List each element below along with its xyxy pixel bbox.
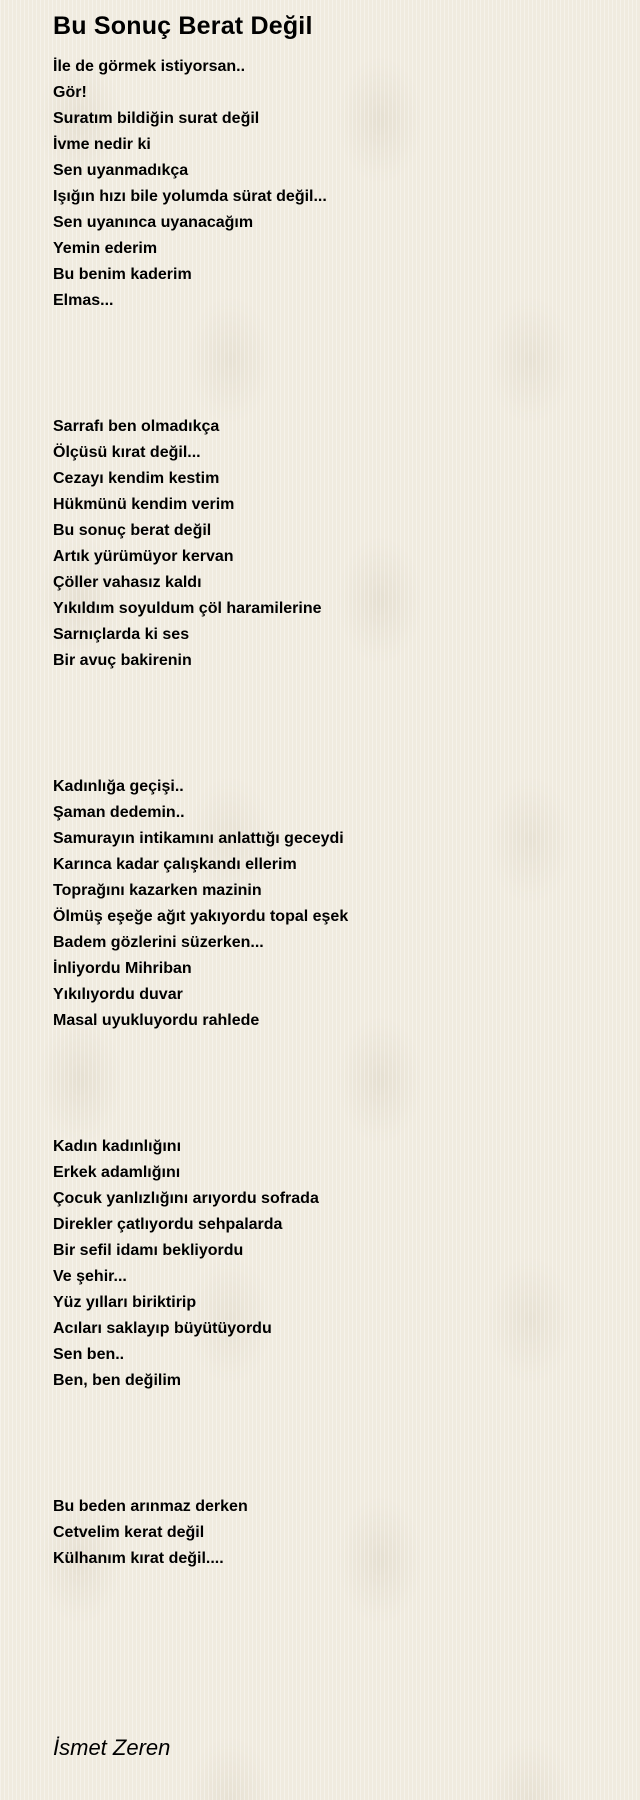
poem-line: Acıları saklayıp büyütüyordu	[53, 1320, 272, 1337]
poem-line: Sen uyanınca uyanacağım	[53, 214, 254, 231]
poem-line: Gör!	[53, 84, 87, 101]
stanza-5	[53, 1494, 613, 1572]
poem-line: Hükmünü kendim verim	[53, 496, 235, 513]
poem-line: Badem gözlerini süzerken...	[53, 934, 264, 951]
poem-line: Elmas...	[53, 292, 114, 309]
poem-line: Bu beden arınmaz derken	[53, 1498, 248, 1515]
stanza-2	[53, 414, 613, 674]
poem-line: Bir avuç bakirenin	[53, 652, 192, 669]
poem-line: Bir sefil idamı bekliyordu	[53, 1242, 244, 1259]
poem-line: Kadın kadınlığını	[53, 1138, 182, 1155]
poem-line: Toprağını kazarken mazinin	[53, 882, 262, 899]
poem-line: İnliyordu Mihriban	[53, 960, 192, 977]
poem-line: Ben, ben değilim	[53, 1372, 182, 1389]
poem-line: Bu benim kaderim	[53, 266, 192, 283]
poem-line: Masal uyukluyordu rahlede	[53, 1012, 260, 1029]
poem-line: Bu sonuç berat değil	[53, 522, 212, 539]
stanza-1	[53, 54, 613, 314]
poem-line: Yemin ederim	[53, 240, 158, 257]
poem-line: Sen uyanmadıkça	[53, 162, 189, 179]
poem-line: Sen ben..	[53, 1346, 125, 1363]
poem-line: Yüz yılları biriktirip	[53, 1294, 197, 1311]
poem-line: Suratım bildiğin surat değil	[53, 110, 260, 127]
poem-line: Sarnıçlarda ki ses	[53, 626, 190, 643]
poem-line: Çocuk yanlızlığını arıyordu sofrada	[53, 1190, 319, 1207]
poem-line: Yıkılıyordu duvar	[53, 986, 183, 1003]
poem-line: Işığın hızı bile yolumda sürat değil...	[53, 188, 327, 205]
stanza-4	[53, 1134, 613, 1394]
poem-line: Direkler çatlıyordu sehpalarda	[53, 1216, 283, 1233]
poem-line: Cetvelim kerat değil	[53, 1524, 205, 1541]
poem-line: İle de görmek istiyorsan..	[53, 58, 246, 75]
poem-line: Sarrafı ben olmadıkça	[53, 418, 220, 435]
poem-line: Külhanım kırat değil....	[53, 1550, 224, 1567]
poem-line: Karınca kadar çalışkandı ellerim	[53, 856, 297, 873]
poem-line: Artık yürümüyor kervan	[53, 548, 234, 565]
poem-line: Ölmüş eşeğe ağıt yakıyordu topal eşek	[53, 908, 349, 925]
poem-line: Kadınlığa geçişi..	[53, 778, 184, 795]
poem-title: Bu Sonuç Berat Değil	[53, 12, 313, 40]
poem-container	[53, 10, 613, 1672]
poem-line: Cezayı kendim kestim	[53, 470, 220, 487]
poem-line: Yıkıldım soyuldum çöl haramilerine	[53, 600, 322, 617]
poem-line: Ölçüsü kırat değil...	[53, 444, 201, 461]
poem-line: İvme nedir ki	[53, 136, 151, 153]
poem-line: Samurayın intikamını anlattığı geceydi	[53, 830, 344, 847]
poem-author: İsmet Zeren	[53, 1735, 171, 1760]
poem-line: Çöller vahasız kaldı	[53, 574, 202, 591]
stanza-3	[53, 774, 613, 1034]
poem-line: Şaman dedemin..	[53, 804, 185, 821]
poem-line: Erkek adamlığını	[53, 1164, 181, 1181]
poem-line: Ve şehir...	[53, 1268, 127, 1285]
